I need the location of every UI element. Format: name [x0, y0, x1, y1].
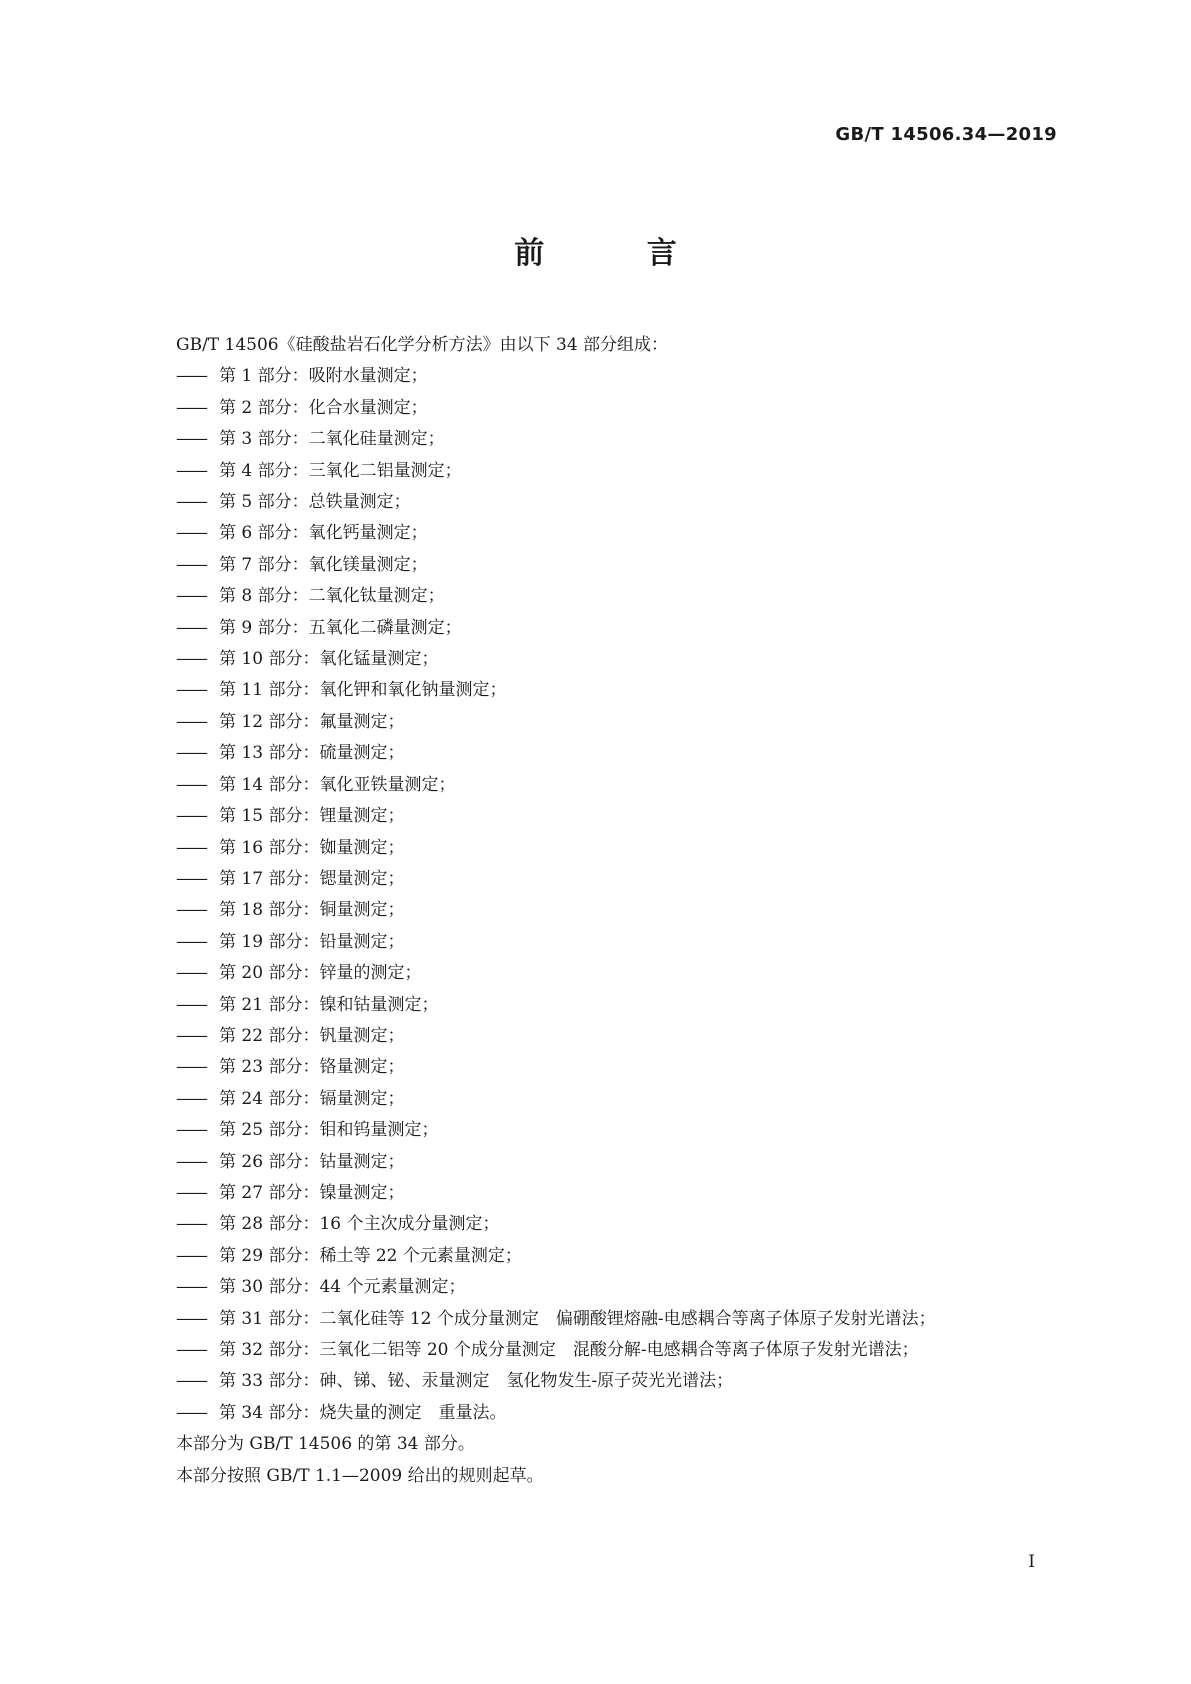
list-item-text: 第 4 部分：三氧化二铝量测定；	[219, 460, 462, 481]
document-code: GB/T 14506.34—2019	[835, 124, 1057, 145]
list-item	[176, 1304, 1058, 1335]
list-item	[176, 833, 1058, 864]
list-item	[176, 1398, 1058, 1429]
list-dash: ——	[176, 994, 206, 1015]
list-item-text: 第 7 部分：氧化镁量测定；	[219, 554, 428, 575]
list-item	[176, 707, 1058, 738]
list-dash: ——	[176, 492, 206, 513]
page-number: I	[1028, 1552, 1035, 1572]
list-dash: ——	[176, 1120, 206, 1141]
preface-body	[176, 330, 1058, 1492]
list-item	[176, 1084, 1058, 1115]
list-item-text: 第 12 部分：氟量测定；	[219, 711, 405, 732]
parts-list	[176, 361, 1058, 1429]
list-dash: ——	[176, 1371, 206, 1392]
list-item-text: 第 26 部分：钴量测定；	[219, 1151, 405, 1172]
list-item-text: 第 33 部分：砷、锑、铋、汞量测定 氢化物发生-原子荧光光谱法；	[219, 1371, 734, 1392]
list-item-text: 第 10 部分：氧化锰量测定；	[219, 649, 439, 670]
list-dash: ——	[176, 963, 206, 984]
list-item	[176, 738, 1058, 769]
page-title: 前 言	[514, 236, 723, 271]
list-item-text: 第 23 部分：铬量测定；	[219, 1057, 405, 1078]
list-item	[176, 487, 1058, 518]
list-item	[176, 393, 1058, 424]
list-item	[176, 675, 1058, 706]
list-item-text: 第 17 部分：锶量测定；	[219, 868, 405, 889]
closing-paragraph-1: 本部分为 GB/T 14506 的第 34 部分。	[176, 1434, 475, 1455]
list-item-text: 第 6 部分：氧化钙量测定；	[219, 523, 428, 544]
list-item-text: 第 25 部分：钼和钨量测定；	[219, 1120, 439, 1141]
list-item-text: 第 13 部分：硫量测定；	[219, 743, 405, 764]
list-dash: ——	[176, 680, 206, 701]
list-item-text: 第 11 部分：氧化钾和氧化钠量测定；	[219, 680, 507, 701]
list-item	[176, 1272, 1058, 1303]
list-dash: ——	[176, 460, 206, 481]
list-item	[176, 518, 1058, 549]
list-item-text: 第 27 部分：镍量测定；	[219, 1182, 405, 1203]
list-dash: ——	[176, 1340, 206, 1360]
list-dash: ——	[176, 806, 206, 827]
list-item	[176, 801, 1058, 832]
list-item	[176, 770, 1058, 801]
list-dash: ——	[176, 868, 206, 889]
list-item	[176, 361, 1058, 392]
intro-paragraph: GB/T 14506《硅酸盐岩石化学分析方法》由以下 34 部分组成：	[176, 335, 669, 355]
list-dash: ——	[176, 1214, 206, 1235]
list-dash: ——	[176, 366, 206, 387]
list-item	[176, 550, 1058, 581]
list-item	[176, 1241, 1058, 1272]
list-item	[176, 958, 1058, 989]
list-dash: ——	[176, 1308, 206, 1329]
closing-paragraph-2: 本部分按照 GB/T 1.1—2009 给出的规则起草。	[176, 1465, 544, 1486]
list-item-text: 第 30 部分：44 个元素量测定；	[219, 1277, 466, 1298]
list-dash: ——	[176, 617, 206, 638]
list-item-text: 第 21 部分：镍和钴量测定；	[219, 994, 439, 1015]
list-dash: ——	[176, 711, 206, 732]
list-item-text: 第 8 部分：二氧化钛量测定；	[219, 586, 445, 607]
list-item-text: 第 14 部分：氧化亚铁量测定；	[219, 774, 456, 795]
list-item-text: 第 18 部分：铜量测定；	[219, 900, 405, 921]
list-dash: ——	[176, 1057, 206, 1078]
list-dash: ——	[176, 429, 206, 450]
list-item	[176, 1147, 1058, 1178]
list-dash: ——	[176, 586, 206, 607]
list-item-text: 第 1 部分：吸附水量测定；	[219, 366, 428, 387]
list-dash: ——	[176, 1182, 206, 1203]
list-item	[176, 1178, 1058, 1209]
list-item-text: 第 28 部分：16 个主次成分量测定；	[219, 1214, 500, 1235]
list-dash: ——	[176, 1088, 206, 1109]
list-dash: ——	[176, 1245, 206, 1266]
list-item	[176, 895, 1058, 926]
list-item-text: 第 9 部分：五氧化二磷量测定；	[219, 617, 462, 638]
list-dash: ——	[176, 649, 206, 670]
list-item-text: 第 3 部分：二氧化硅量测定；	[219, 429, 445, 450]
list-item-text: 第 29 部分：稀土等 22 个元素量测定；	[219, 1245, 522, 1266]
list-item	[176, 864, 1058, 895]
list-item-text: 第 32 部分：三氧化二铝等 20 个成分量测定 混酸分解-电感耦合等离子体原子发射光谱法；	[219, 1340, 919, 1360]
list-dash: ——	[176, 554, 206, 575]
list-item	[176, 1366, 1058, 1397]
list-item	[176, 1335, 1058, 1366]
list-item-text: 第 19 部分：铅量测定；	[219, 931, 405, 952]
list-item	[176, 1209, 1058, 1240]
list-dash: ——	[176, 900, 206, 921]
list-item-text: 第 31 部分：二氧化硅等 12 个成分量测定 偏硼酸锂熔融-电感耦合等离子体原子发射光谱法；	[219, 1308, 936, 1329]
list-item-text: 第 22 部分：钒量测定；	[219, 1025, 405, 1046]
list-item	[176, 927, 1058, 958]
list-item-text: 第 34 部分：烧失量的测定 重量法。	[219, 1402, 507, 1423]
list-item-text: 第 15 部分：锂量测定；	[219, 806, 405, 827]
list-item	[176, 1052, 1058, 1083]
list-dash: ——	[176, 1151, 206, 1172]
list-dash: ——	[176, 774, 206, 795]
list-dash: ——	[176, 931, 206, 952]
list-item	[176, 644, 1058, 675]
list-item	[176, 581, 1058, 612]
list-dash: ——	[176, 523, 206, 544]
list-item	[176, 1115, 1058, 1146]
list-item-text: 第 24 部分：镉量测定；	[219, 1088, 405, 1109]
list-item-text: 第 20 部分：锌量的测定；	[219, 963, 422, 984]
list-dash: ——	[176, 837, 206, 858]
list-dash: ——	[176, 1277, 206, 1298]
list-item	[176, 990, 1058, 1021]
list-dash: ——	[176, 743, 206, 764]
list-dash: ——	[176, 1025, 206, 1046]
list-item	[176, 613, 1058, 644]
list-dash: ——	[176, 397, 206, 418]
list-item	[176, 424, 1058, 455]
list-item-text: 第 2 部分：化合水量测定；	[219, 397, 428, 418]
list-dash: ——	[176, 1402, 206, 1423]
list-item	[176, 1021, 1058, 1052]
list-item	[176, 456, 1058, 487]
list-item-text: 第 5 部分：总铁量测定；	[219, 492, 411, 513]
list-item-text: 第 16 部分：铷量测定；	[219, 837, 405, 858]
